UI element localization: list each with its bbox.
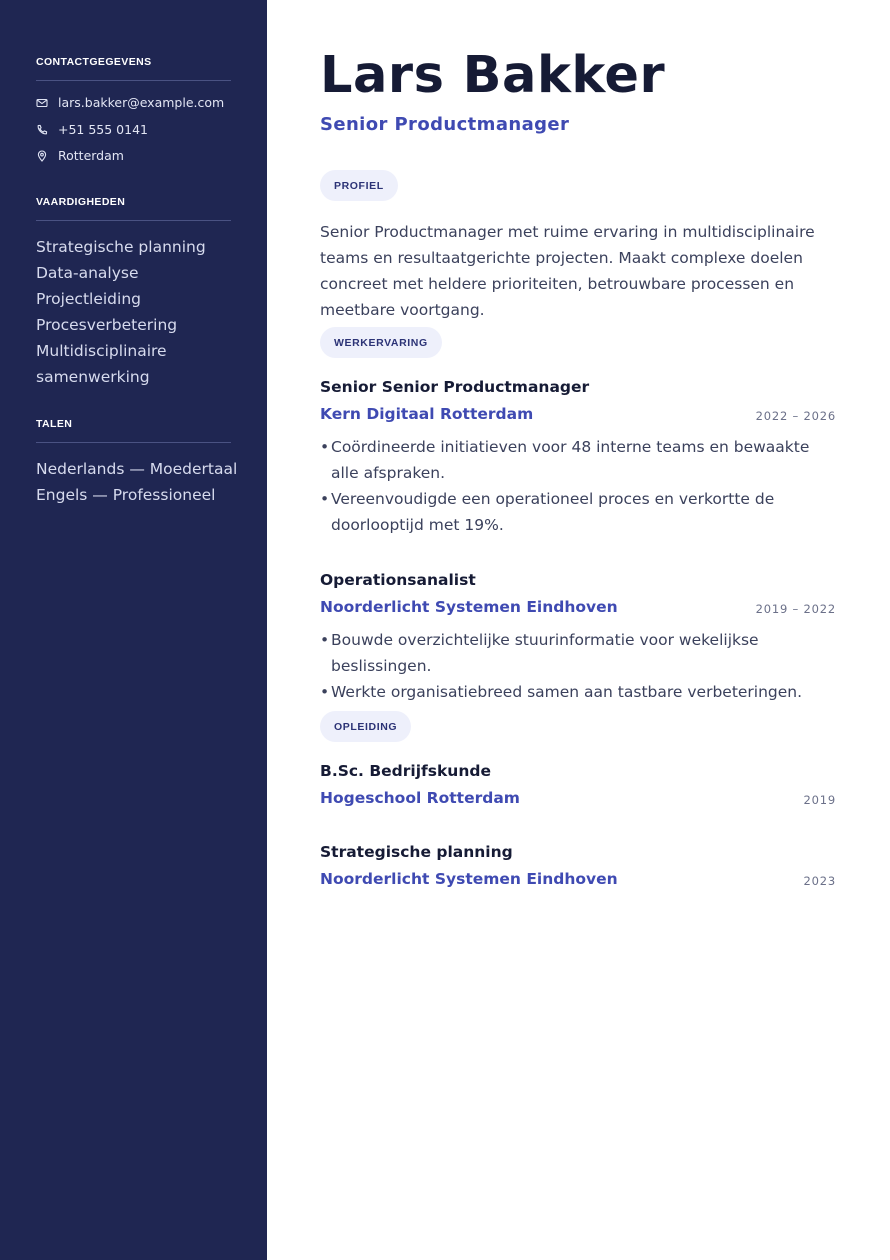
job-company: Noorderlicht Systemen Eindhoven [320,598,618,616]
location-pin-icon [36,150,48,162]
contact-location [36,148,124,164]
section-label-education: OPLEIDING [320,711,411,742]
list-item: • Vereenvoudigde een operationeel proces en verkortte de doorlooptijd met 19%. [320,486,840,538]
education-school: Hogeschool Rotterdam [320,789,520,807]
job-dates: 2019 – 2022 [755,602,836,616]
job-title: Senior Senior Productmanager [320,378,590,396]
contact-email[interactable] [36,95,225,111]
location-text: Rotterdam [58,148,124,163]
skill-item: Multidisciplinaire [36,342,167,360]
phone-icon [36,124,48,136]
education-school: Noorderlicht Systemen Eindhoven [320,870,618,888]
skill-item: samenwerking [36,368,150,386]
divider [36,80,231,81]
skill-item: Strategische planning [36,238,206,256]
section-label-experience: WERKERVARING [320,327,442,358]
contact-phone[interactable] [36,122,148,138]
education-year: 2019 [803,793,836,807]
job-bullets [320,627,840,705]
divider [36,442,231,443]
list-item: • Coördineerde initiatieven voor 48 interne teams en bewaakte alle afspraken. [320,434,840,486]
mail-icon [36,97,48,109]
language-item: Engels — Professioneel [36,486,216,504]
candidate-name: Lars Bakker [320,46,666,105]
language-item: Nederlands — Moedertaal [36,460,238,478]
job-company: Kern Digitaal Rotterdam [320,405,534,423]
contact-heading: CONTACTGEGEVENS [36,56,152,68]
divider [36,220,231,221]
phone-text: +51 555 0141 [58,122,148,137]
job-title: Operationsanalist [320,571,476,589]
sidebar [0,0,267,1260]
candidate-role: Senior Productmanager [320,114,570,135]
profile-text: Senior Productmanager met ruime ervaring in multidisciplinaire teams en resultaatgerichte projecten. Maakt complexe doelen concreet met heldere prioriteiten, betrouwbare processen en meetbare voortgang. [320,223,815,319]
skill-item: Procesverbetering [36,316,178,334]
education-title: B.Sc. Bedrijfskunde [320,762,491,780]
education-title: Strategische planning [320,843,513,861]
skill-item: Projectleiding [36,290,141,308]
languages-heading: TALEN [36,418,73,430]
list-item: • Werkte organisatiebreed samen aan tastbare verbeteringen. [320,679,840,705]
list-item: • Bouwde overzichtelijke stuurinformatie voor wekelijkse beslissingen. [320,627,840,679]
job-dates: 2022 – 2026 [755,409,836,423]
education-year: 2023 [803,874,836,888]
skill-item: Data-analyse [36,264,139,282]
job-bullets [320,434,840,538]
section-label-profile: PROFIEL [320,170,398,201]
email-text: lars.bakker@example.com [58,95,225,110]
skills-heading: VAARDIGHEDEN [36,196,126,208]
